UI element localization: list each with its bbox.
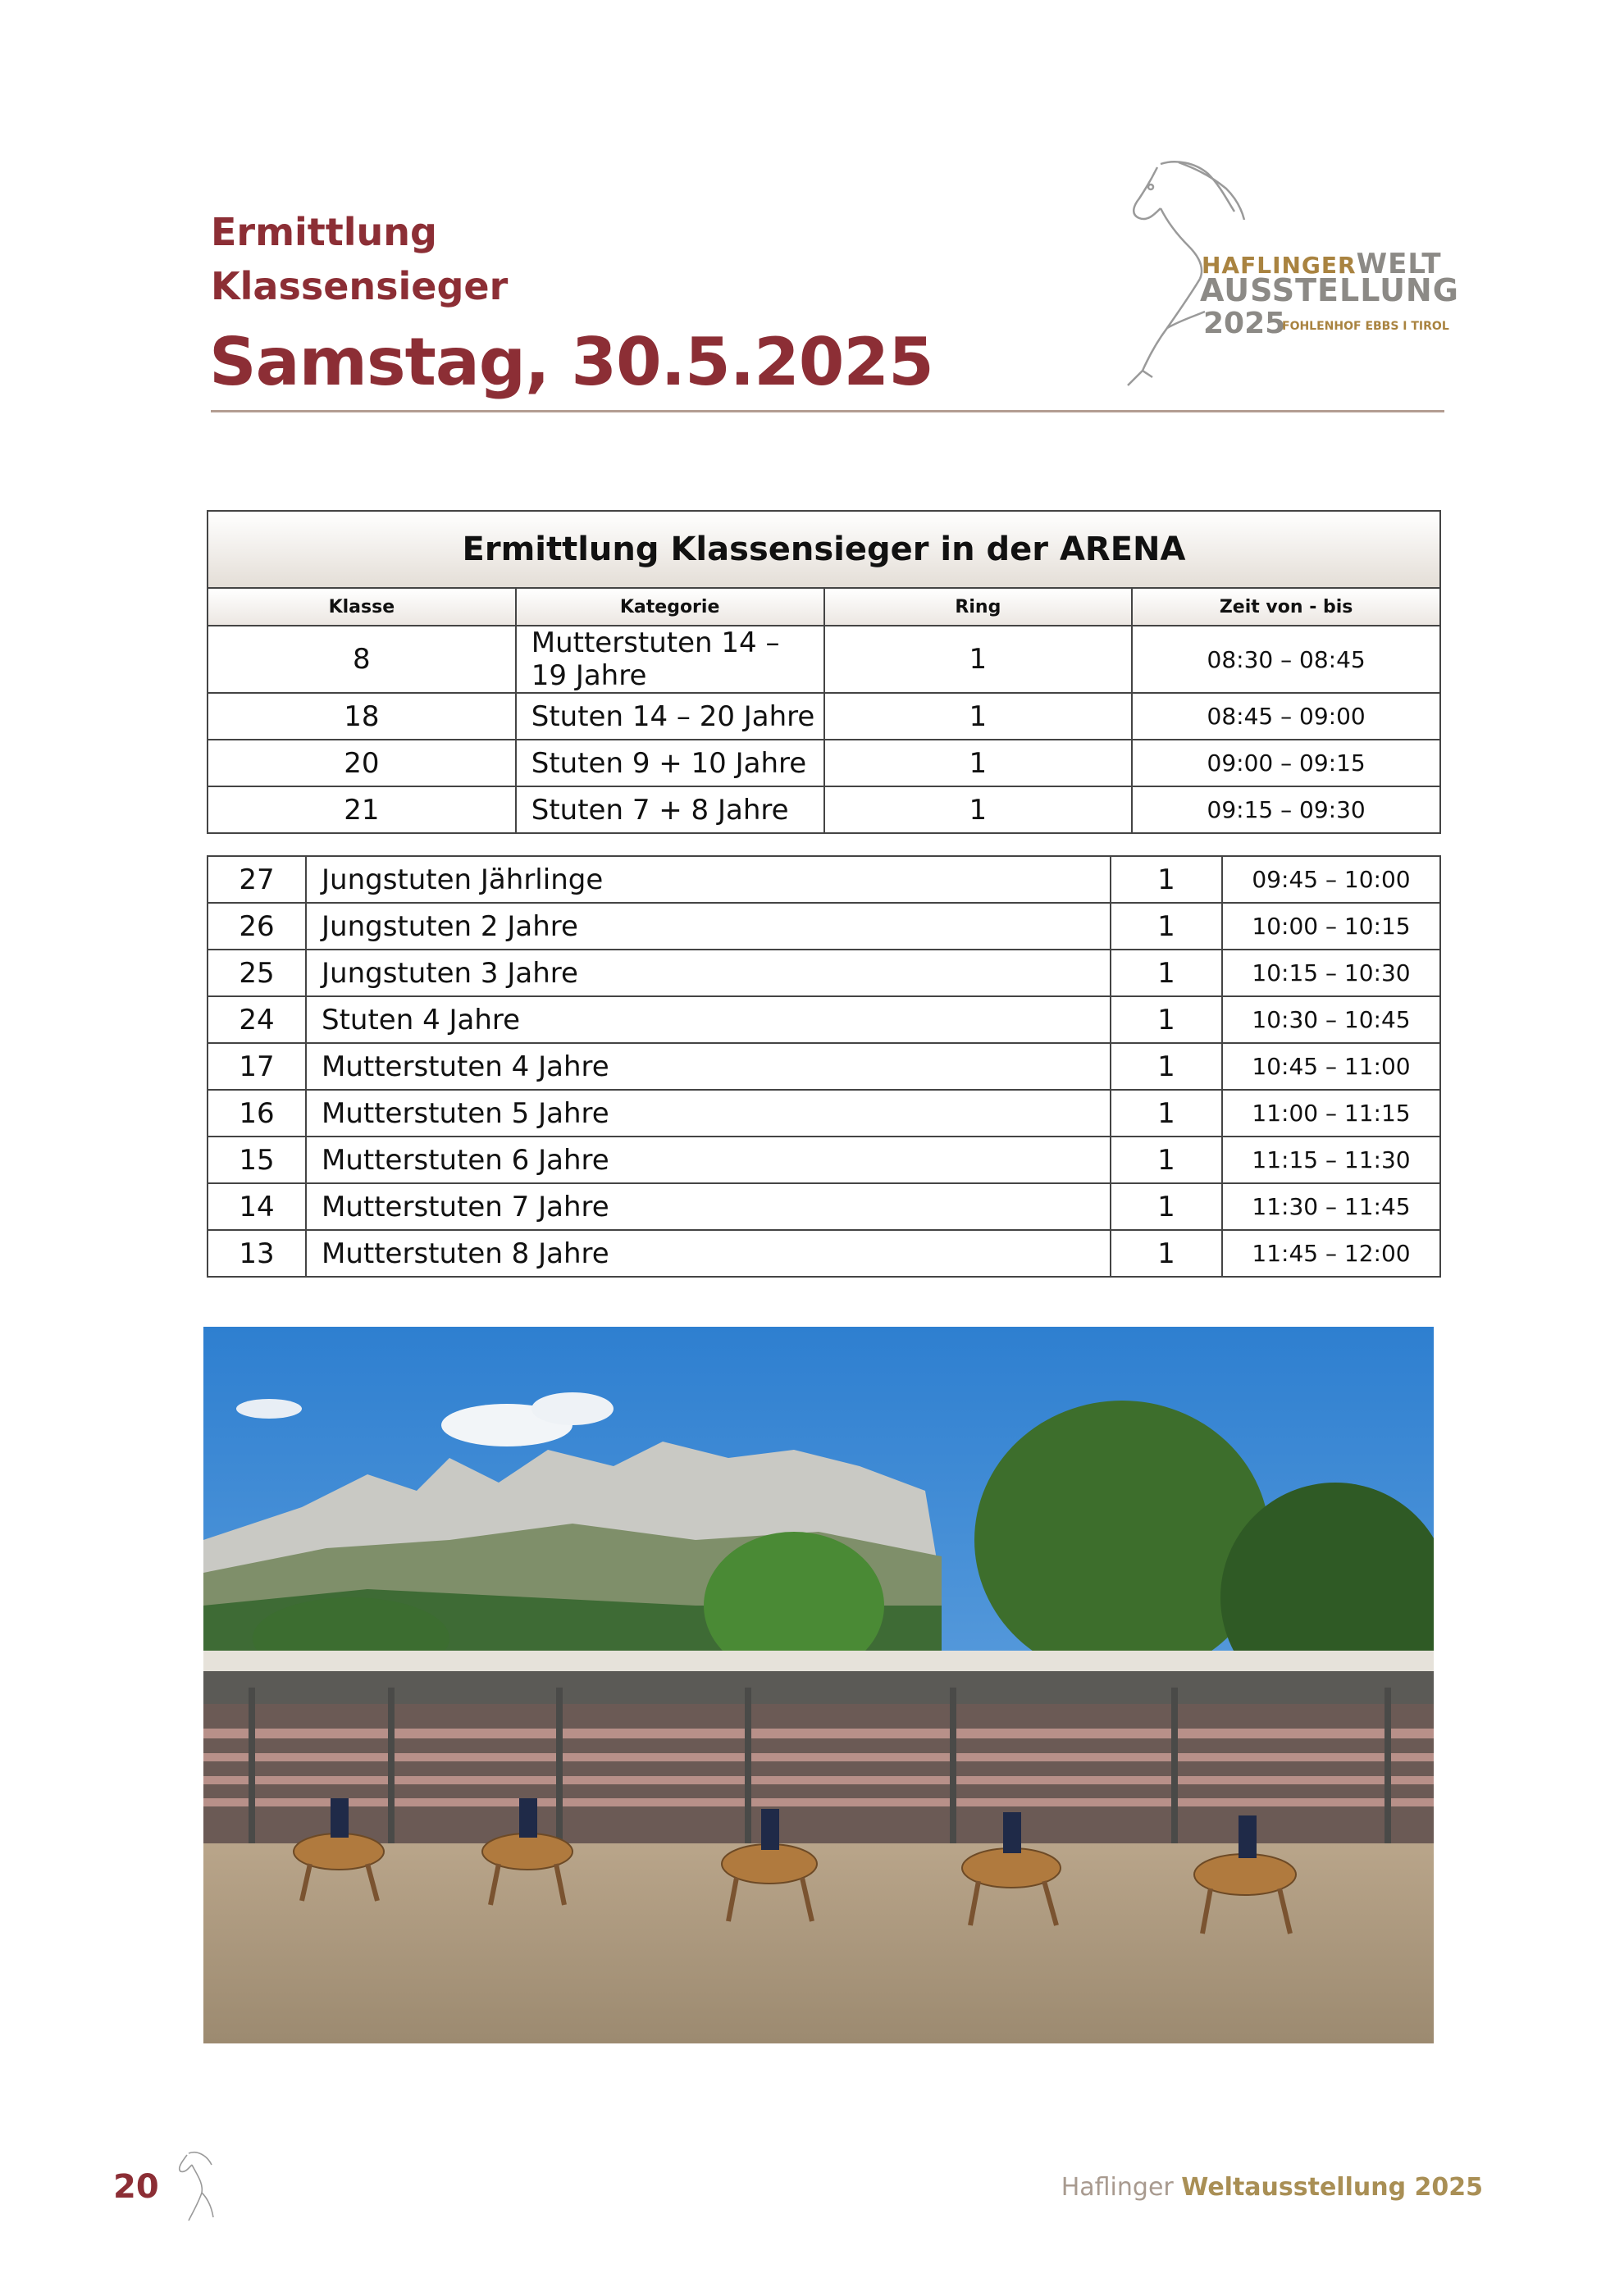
cell-zeit: 09:45 – 10:00 [1222,856,1440,903]
cell-klasse: 18 [208,693,516,740]
cell-kategorie: Mutterstuten 14 – 19 Jahre [516,626,824,693]
table-row [208,903,1440,950]
cell-klasse: 8 [208,626,516,693]
cell-ring: 1 [1111,856,1222,903]
cell-ring: 1 [824,786,1133,833]
cell-kategorie: Mutterstuten 6 Jahre [306,1137,1111,1183]
schedule-table-continued [207,855,1441,1278]
footer-brand-light: Haflinger [1061,2173,1174,2202]
cell-ring: 1 [1111,1043,1222,1090]
heading-line-2: Klassensieger [211,264,509,308]
cell-klasse: 21 [208,786,516,833]
cell-kategorie: Mutterstuten 8 Jahre [306,1230,1111,1277]
cell-zeit: 08:30 – 08:45 [1132,626,1440,693]
footer-horse-icon [164,2147,230,2229]
cell-zeit: 10:45 – 11:00 [1222,1043,1440,1090]
cell-zeit: 10:15 – 10:30 [1222,950,1440,996]
arena-photo [203,1327,1434,2043]
cell-kategorie: Jungstuten Jährlinge [306,856,1111,903]
footer-brand-bold: Weltausstellung 2025 [1181,2173,1483,2202]
logo-year: 2025 [1203,307,1286,340]
cell-zeit: 09:15 – 09:30 [1132,786,1440,833]
cell-kategorie: Stuten 7 + 8 Jahre [516,786,824,833]
cell-zeit: 08:45 – 09:00 [1132,693,1440,740]
table-row [208,950,1440,996]
cell-ring: 1 [824,693,1133,740]
cell-zeit: 11:15 – 11:30 [1222,1137,1440,1183]
cell-kategorie: Mutterstuten 5 Jahre [306,1090,1111,1137]
cell-ring: 1 [1111,996,1222,1043]
column-header-kategorie: Kategorie [516,588,824,626]
cell-zeit: 11:45 – 12:00 [1222,1230,1440,1277]
cell-zeit: 09:00 – 09:15 [1132,740,1440,786]
table-row [208,786,1440,833]
cell-kategorie: Jungstuten 2 Jahre [306,903,1111,950]
heading-line-1: Ermittlung [211,210,437,254]
table-row [208,1090,1440,1137]
cell-zeit: 10:30 – 10:45 [1222,996,1440,1043]
cell-klasse: 24 [208,996,306,1043]
cell-klasse: 14 [208,1183,306,1230]
cell-klasse: 16 [208,1090,306,1137]
cell-kategorie: Jungstuten 3 Jahre [306,950,1111,996]
cell-zeit: 10:00 – 10:15 [1222,903,1440,950]
footer-brand [1061,2173,1483,2202]
arena-photo-image [203,1327,1434,2043]
cell-kategorie: Stuten 9 + 10 Jahre [516,740,824,786]
table-row [208,1183,1440,1230]
table-row [208,856,1440,903]
cell-klasse: 25 [208,950,306,996]
schedule-table-main [207,510,1441,834]
cell-klasse: 17 [208,1043,306,1090]
cell-ring: 1 [824,626,1133,693]
cell-klasse: 27 [208,856,306,903]
cell-kategorie: Mutterstuten 7 Jahre [306,1183,1111,1230]
table-gap [207,834,1441,855]
cell-kategorie: Stuten 4 Jahre [306,996,1111,1043]
page-title: Samstag, 30.5.2025 [209,324,933,400]
cell-ring: 1 [1111,903,1222,950]
column-header-zeit: Zeit von - bis [1132,588,1440,626]
logo-word-ausstellung: AUSSTELLUNG [1200,272,1459,308]
cell-klasse: 20 [208,740,516,786]
cell-ring: 1 [1111,1230,1222,1277]
cell-klasse: 13 [208,1230,306,1277]
cell-ring: 1 [1111,1137,1222,1183]
event-logo [1103,156,1459,402]
page-number: 20 [113,2168,159,2206]
table-row [208,996,1440,1043]
table-group-2 [208,856,1440,1277]
cell-ring: 1 [824,740,1133,786]
table-group-1 [208,626,1440,833]
cell-kategorie: Stuten 14 – 20 Jahre [516,693,824,740]
cell-zeit: 11:30 – 11:45 [1222,1183,1440,1230]
table-row [208,1230,1440,1277]
logo-word-haflinger: HAFLINGER [1202,252,1357,279]
cell-kategorie: Mutterstuten 4 Jahre [306,1043,1111,1090]
cell-zeit: 11:00 – 11:15 [1222,1090,1440,1137]
table-row [208,1043,1440,1090]
table-row [208,1137,1440,1183]
schedule-table [207,510,1441,1278]
table-header-row [208,588,1440,626]
logo-location: FOHLENHOF EBBS I TIROL [1282,320,1449,333]
header-divider [211,410,1444,412]
column-header-ring: Ring [824,588,1133,626]
section-heading [211,205,508,313]
table-title: Ermittlung Klassensieger in der ARENA [208,511,1440,588]
cell-ring: 1 [1111,1090,1222,1137]
table-row [208,626,1440,693]
cell-klasse: 26 [208,903,306,950]
table-row [208,693,1440,740]
cell-klasse: 15 [208,1137,306,1183]
cell-ring: 1 [1111,950,1222,996]
table-row [208,740,1440,786]
logo-word-welt: WELT [1356,248,1442,280]
cell-ring: 1 [1111,1183,1222,1230]
column-header-klasse: Klasse [208,588,516,626]
